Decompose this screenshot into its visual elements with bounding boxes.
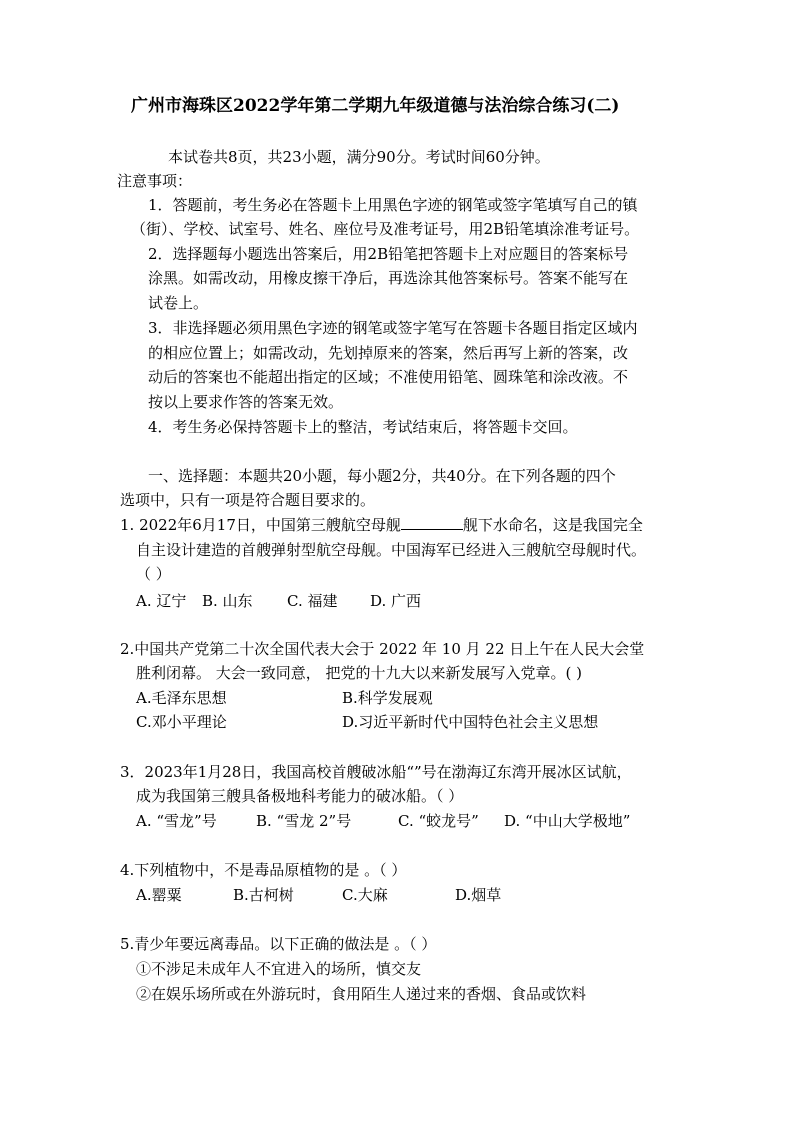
- notice-item-3-line-1: 3．非选择题必须用黑色字迹的钢笔或签字笔写在答题卡各题目指定区域内: [148, 319, 638, 337]
- q4-option-d: D.烟草: [455, 886, 502, 904]
- q5-item-1: ①不涉足未成年人不宜进入的场所，慎交友: [136, 960, 422, 978]
- q3-option-a: A. “雪龙”号: [136, 812, 217, 830]
- q3-option-b: B. “雪龙 2”号: [256, 812, 352, 830]
- q3-stem-line-1: 3．2023年1月28日，我国高校首艘破冰船“”号在渤海辽东湾开展冰区试航，: [120, 763, 632, 781]
- q2-stem-line-1: 2.中国共产党第二十次全国代表大会于 2022 年 10 月 22 日上午在人民大会堂: [120, 640, 645, 658]
- q5-item-2: ②在娱乐场所或在外游玩时，食用陌生人递过来的香烟、食品或饮料: [136, 985, 587, 1003]
- q2-option-d: D.习近平新时代中国特色社会主义思想: [342, 713, 599, 731]
- notice-item-2-line-3: 试卷上。: [148, 294, 209, 312]
- notice-item-3-line-3: 动后的答案也不能超出指定的区域；不准使用铅笔、圆珠笔和涂改液。不: [148, 368, 629, 386]
- q3-stem-line-2: 成为我国第三艘具备极地科考能力的破冰船。（ ）: [136, 787, 464, 805]
- q1-stem-part-b: 舰下水命名，这是我国完全: [462, 516, 643, 534]
- q1-answer-blank: [401, 515, 463, 530]
- q4-option-c: C.大麻: [342, 886, 388, 904]
- notice-item-3-line-2: 的相应位置上；如需改动，先划掉原来的答案，然后再写上新的答案，改: [148, 344, 629, 362]
- notice-heading: 注意事项：: [117, 172, 193, 190]
- q1-option-a: A. 辽宁: [136, 592, 187, 610]
- q2-option-c: C.邓小平理论: [136, 713, 227, 731]
- q3-option-c: C. “蛟龙号”: [398, 812, 479, 830]
- notice-item-2-line-1: 2．选择题每小题选出答案后，用2B铅笔把答题卡上对应题目的答案标号: [148, 245, 629, 263]
- q1-stem-part-a: 1. 2022年6月17日，中国第三艘航空母舰: [120, 516, 401, 534]
- notice-item-4: 4．考生务必保持答题卡上的整洁，考试结束后，将答题卡交回。: [148, 418, 578, 436]
- notice-item-1-line-1: 1．答题前，考生务必在答题卡上用黑色字迹的钢笔或签字笔填写自己的镇: [148, 196, 638, 214]
- notice-item-2-line-2: 涂黑。如需改动，用橡皮擦干净后，再选涂其他答案标号。答案不能写在: [148, 269, 629, 287]
- section-heading-line-2: 选项中，只有一项是符合题目要求的。: [120, 491, 376, 509]
- q4-option-a: A.罂粟: [136, 886, 182, 904]
- q1-stem-line-2: 自主设计建造的首艘弹射型航空母舰。中国海军已经进入三艘航空母舰时代。: [136, 541, 647, 559]
- q1-stem-line-1: [120, 515, 643, 535]
- q3-option-d: D. “中山大学极地”: [504, 812, 631, 830]
- q2-stem-line-2: 胜利闭幕。 大会一致同意， 把党的十九大以来新发展写入党章。( ): [136, 664, 583, 682]
- q1-option-c: C. 福建: [287, 592, 338, 610]
- notice-item-3-line-4: 按以上要求作答的答案无效。: [148, 393, 344, 411]
- q1-answer-paren: （ ）: [136, 565, 171, 583]
- q5-stem: 5.青少年要远离毒品。以下正确的做法是 。（ ）: [120, 935, 437, 953]
- q1-option-d: D. 广西: [370, 592, 422, 610]
- q1-option-b: B. 山东: [202, 592, 253, 610]
- q4-option-b: B.古柯树: [233, 886, 294, 904]
- q4-stem: 4.下列植物中，不是毒品原植物的是 。（ ）: [120, 861, 407, 879]
- notice-item-1-line-2: （街）、学校、试室号、姓名、座位号及准考证号，用2B铅笔填涂准考证号。: [131, 220, 640, 238]
- exam-title: 广州市海珠区2022学年第二学期九年级道德与法治综合练习(二): [131, 96, 620, 116]
- exam-intro: 本试卷共8页，共23小题，满分90分。考试时间60分钟。: [168, 148, 550, 166]
- q2-option-b: B.科学发展观: [342, 689, 433, 707]
- section-heading-line-1: 一、选择题：本题共20小题，每小题2分，共40分。在下列各题的四个: [148, 467, 616, 485]
- q2-option-a: A.毛泽东思想: [136, 689, 227, 707]
